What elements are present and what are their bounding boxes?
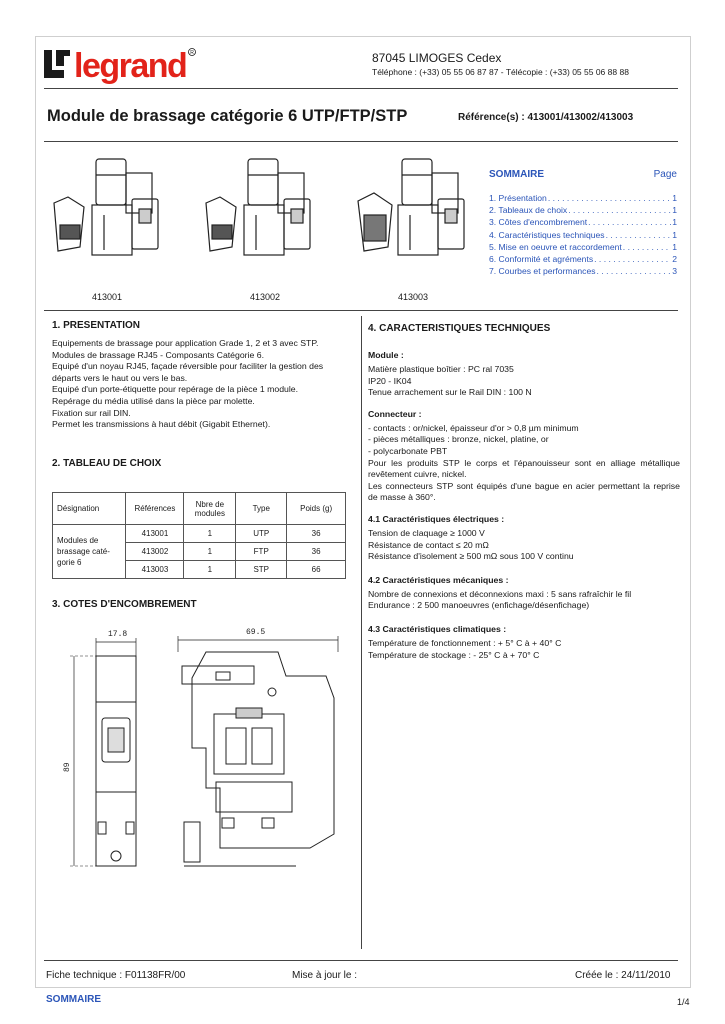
toc-item-1[interactable]: 1. Présentation . . . 1: [489, 192, 677, 204]
svg-text:legrand: legrand: [74, 47, 187, 84]
section-caract-title: 4. CARACTERISTIQUES TECHNIQUES: [368, 323, 551, 334]
product-label-413001: 413001: [92, 292, 123, 302]
cell-modules: 1: [184, 543, 236, 561]
table-of-contents: [489, 169, 677, 277]
cell-modules: 1: [184, 525, 236, 543]
header-poids: Poids (g): [287, 493, 346, 525]
address-contact: Téléphone : (+33) 05 55 06 87 87 - Télécopie : (+33) 05 55 06 88 88: [372, 67, 629, 77]
product-label-413003: 413003: [398, 292, 429, 302]
product-illustrations: [44, 155, 484, 285]
presentation-text: Equipements de brassage pour application Grade 1, 2 et 3 avec STP. Modules de brassage RJ45 - Composants Catégorie 6. Equipé d'un noyau RJ45, façade réversible pour faciliter la gestion des départs vers le haut ou vers le bas. Equipé d'un porte-étiquette pour repérage de la pièce 1 module. Repérage du média utilisé dans la pièce par molette. Fixation sur rail DIN. Permet les transmissions à haut débit (Gigabit Ethernet).: [52, 338, 324, 430]
header-references: Références: [126, 493, 184, 525]
page-number: 1/4: [677, 997, 690, 1007]
caract-content: Module : Matière plastique boîtier : PC ral 7035 IP20 - IK04 Tenue arrachement sur le Rail DIN : 100 N Connecteur : - contacts : or/nickel, épaisseur d'or > 0,8 µm minimum - pièces métalliques : bronze, nickel, platine, or - polycarbonate PBT Pour les produits STP le corps et l'épanouisseur sont en alliage métallique revêtement cuivre, nickel. Les connecteurs STP sont équipés d'une bague en acier permettant la reprise de masse à 360°. 4.1 Caractéristiques électriques : Tension de claquage ≥ 1000 V Résistance de contact ≤ 20 mΩ Résistance d'isolement ≥ 500 mΩ sous 100 V continu 4.2 Caractéristiques mécaniques : Nombre de connexions et déconnexions maxi : 5 sans rafraîchir le fil Endurance : 2 500 manoeuvres (enfichage/désenfichage) 4.3 Caractéristiques climatiques : Température de fonctionnement : + 5° C à + 40° C Température de stockage : - 25° C à + 70° C: [368, 350, 680, 660]
footer-fiche: Fiche technique : F01138FR/00: [46, 970, 186, 981]
column-divider: [361, 316, 362, 949]
choice-table: [52, 492, 346, 579]
cell-poids: 36: [287, 525, 346, 543]
product-413002-drawing: [206, 159, 310, 255]
clim-title: 4.3 Caractéristiques climatiques :: [368, 623, 507, 634]
header-designation: Désignation: [53, 493, 126, 525]
cell-ref: 413002: [126, 543, 184, 561]
header-modules: Nbre de modules: [184, 493, 236, 525]
toc-heading[interactable]: SOMMAIRE: [489, 169, 544, 180]
cell-type: UTP: [236, 525, 287, 543]
legrand-logo-mark: [44, 44, 204, 84]
product-413003-drawing: [358, 159, 464, 255]
dim-width-side: 17.8: [108, 630, 128, 639]
legrand-logo: [44, 44, 204, 89]
page-title: Module de brassage catégorie 6 UTP/FTP/STP: [47, 107, 408, 125]
cell-ref: 413003: [126, 561, 184, 579]
svg-text:R: R: [190, 50, 194, 56]
table-row: [53, 525, 346, 543]
cell-designation: Modules de brassage caté-gorie 6: [53, 525, 126, 579]
toc-item-4[interactable]: 4. Caractéristiques techniques . . . 1: [489, 229, 677, 241]
address-city: 87045 LIMOGES Cedex: [372, 51, 502, 65]
footer-maj: Mise à jour le :: [292, 970, 358, 981]
toc-item-3[interactable]: 3. Côtes d'encombrement . . . 1: [489, 216, 677, 228]
table-header-row: [53, 493, 346, 525]
toc-page-heading: Page: [653, 169, 677, 180]
toc-item-2[interactable]: 2. Tableaux de choix . . . 1: [489, 204, 677, 216]
elec-title: 4.1 Caractéristiques électriques :: [368, 513, 505, 524]
section-tableau-title: 2. TABLEAU DE CHOIX: [52, 458, 162, 469]
dim-height: 89: [63, 762, 72, 772]
module-title: Module :: [368, 350, 404, 360]
dimension-drawing: [56, 622, 356, 882]
cell-poids: 36: [287, 543, 346, 561]
cell-type: STP: [236, 561, 287, 579]
header-type: Type: [236, 493, 287, 525]
section-cotes-title: 3. COTES D'ENCOMBREMENT: [52, 599, 197, 610]
cell-poids: 66: [287, 561, 346, 579]
toc-item-6[interactable]: 6. Conformité et agréments . . . 2: [489, 253, 677, 265]
cell-modules: 1: [184, 561, 236, 579]
footer-creee: Créée le : 24/11/2010: [575, 970, 671, 981]
section-presentation-title: 1. PRESENTATION: [52, 320, 140, 331]
toc-item-5[interactable]: 5. Mise en oeuvre et raccordement . . . 1: [489, 241, 677, 253]
product-413001-drawing: [54, 159, 158, 255]
sommaire-link[interactable]: SOMMAIRE: [46, 994, 101, 1005]
cell-type: FTP: [236, 543, 287, 561]
dim-width-front: 69.5: [246, 628, 266, 637]
connecteur-title: Connecteur :: [368, 408, 422, 419]
reference: Référence(s) : 413001/413002/413003: [458, 112, 634, 123]
cell-ref: 413001: [126, 525, 184, 543]
meca-title: 4.2 Caractéristiques mécaniques :: [368, 574, 509, 585]
toc-item-7[interactable]: 7. Courbes et performances . . . 3: [489, 265, 677, 277]
product-label-413002: 413002: [250, 292, 281, 302]
